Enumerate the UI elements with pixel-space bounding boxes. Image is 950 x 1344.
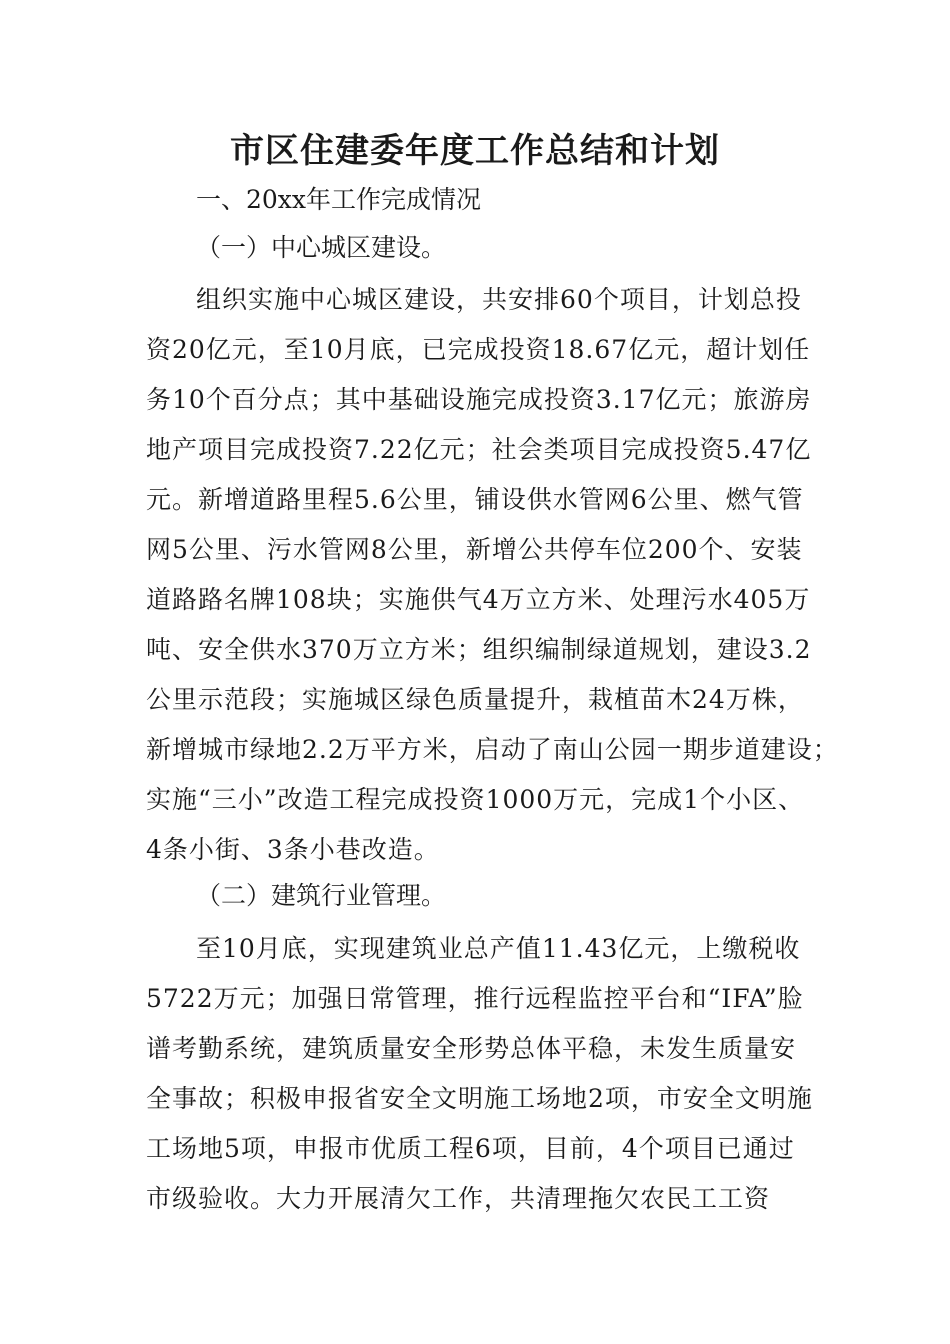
- paragraph-line: 至10月底，实现建筑业总产值11.43亿元，上缴税收: [196, 934, 801, 963]
- paragraph-line: 4条小街、3条小巷改造。: [146, 835, 440, 864]
- paragraph-line: 道路路名牌108块；实施供气4万立方米、处理污水405万: [146, 585, 811, 614]
- paragraph-line: 吨、安全供水370万立方米；组织编制绿道规划，建设3.2: [146, 635, 812, 664]
- paragraph-line: 网5公里、污水管网8公里，新增公共停车位200个、安装: [146, 535, 803, 564]
- paragraph-line: 实施“三小”改造工程完成投资1000万元，完成1个小区、: [146, 785, 805, 814]
- paragraph-line: 组织实施中心城区建设，共安排60个项目，计划总投: [196, 285, 802, 314]
- document-title: 市区住建委年度工作总结和计划: [230, 131, 720, 171]
- subsection-heading-1: （一）中心城区建设。: [196, 233, 447, 262]
- paragraph-line: 地产项目完成投资7.22亿元；社会类项目完成投资5.47亿: [146, 435, 812, 464]
- paragraph-line: 资20亿元，至10月底，已完成投资18.67亿元，超计划任: [146, 335, 811, 364]
- paragraph-1: [146, 275, 839, 875]
- paragraph-line: 5722万元；加强日常管理，推行远程监控平台和“IFA”脸: [146, 984, 804, 1013]
- paragraph-line: 工场地5项，申报市优质工程6项，目前，4个项目已通过: [146, 1134, 795, 1163]
- subsection-heading-2: （二）建筑行业管理。: [196, 881, 447, 910]
- paragraph-line: 元。新增道路里程5.6公里，铺设供水管网6公里、燃气管: [146, 485, 804, 514]
- section-heading: 一、20xx年工作完成情况: [196, 185, 482, 214]
- paragraph-line: 新增城市绿地2.2万平方米，启动了南山公园一期步道建设；: [146, 735, 839, 764]
- paragraph-line: 公里示范段；实施城区绿色质量提升，栽植苗木24万株，: [146, 685, 804, 714]
- paragraph-line: 市级验收。大力开展清欠工作，共清理拖欠农民工工资: [146, 1184, 771, 1213]
- paragraph-line: 全事故；积极申报省安全文明施工场地2项，市安全文明施: [146, 1084, 813, 1113]
- paragraph-line: 谱考勤系统，建筑质量安全形势总体平稳，未发生质量安: [146, 1034, 797, 1063]
- paragraph-2: [146, 924, 816, 1224]
- paragraph-line: 务10个百分点；其中基础设施完成投资3.17亿元；旅游房: [146, 385, 812, 414]
